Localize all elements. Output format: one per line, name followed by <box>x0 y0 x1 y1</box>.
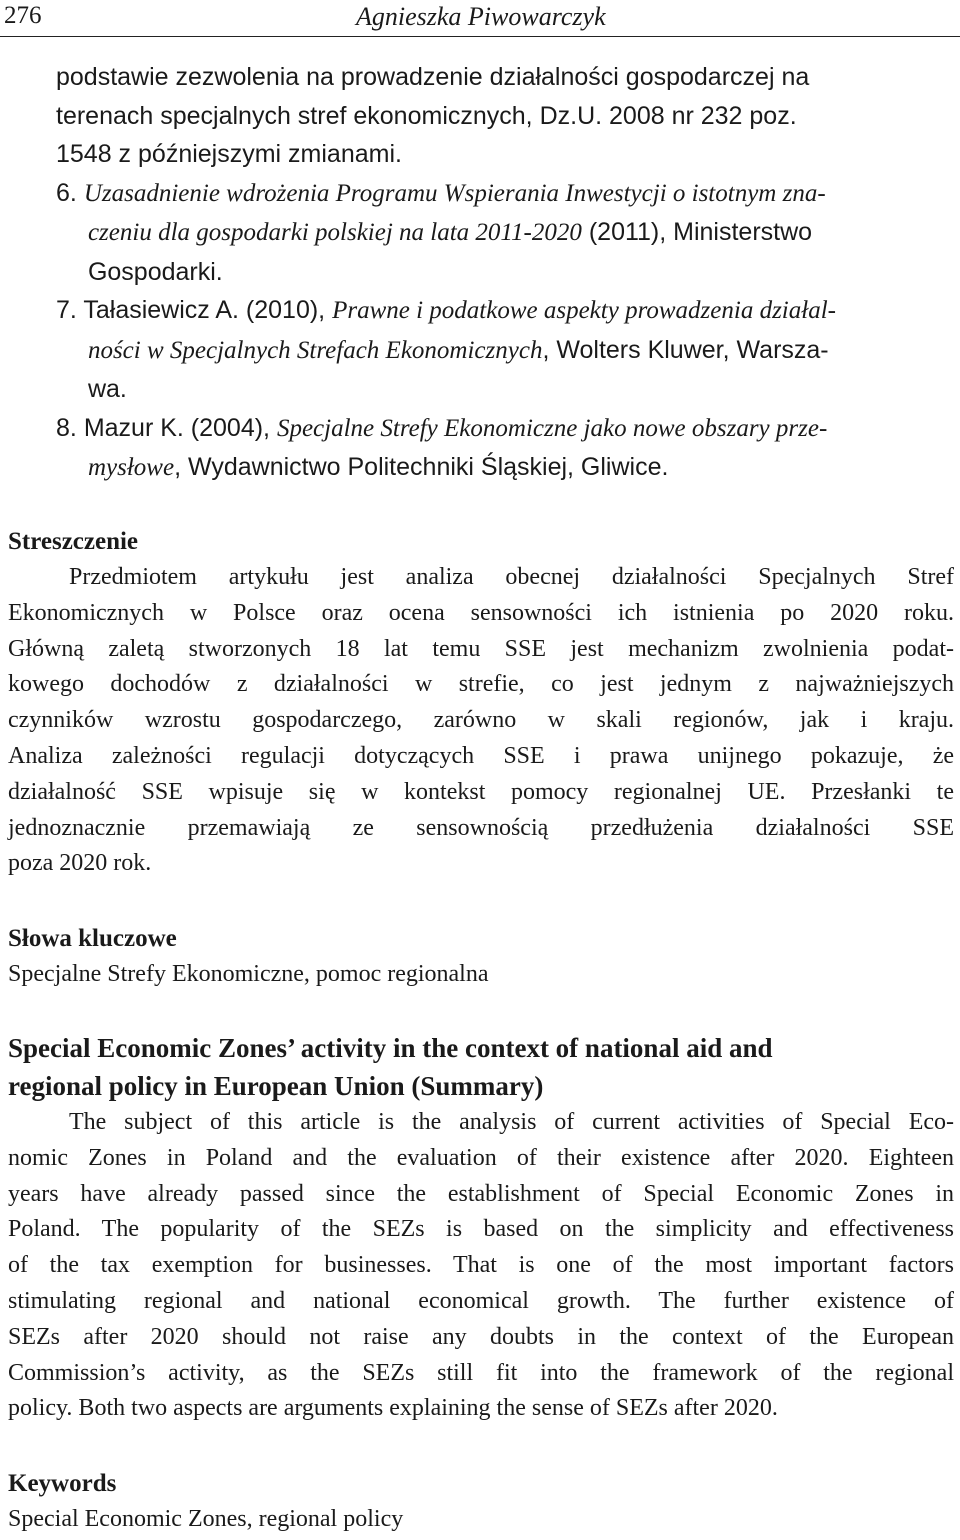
paragraph-line: jednoznacznie przemawiają ze sensownością przedłużenia działalności SSE <box>8 814 954 841</box>
slowa-kluczowe-text: Specjalne Strefy Ekonomiczne, pomoc regionalna <box>8 961 489 987</box>
reference-number: 7. <box>56 296 77 324</box>
reference-title: Prawne i podatkowe aspekty prowadzenia działal- <box>332 297 836 324</box>
paragraph-line: stimulating regional and national economical growth. The further existence of <box>8 1287 954 1314</box>
paragraph-line: The subject of this article is the analysis of current activities of Special Eco- <box>69 1109 954 1135</box>
reference-author: Tałasiewicz A. (2010), <box>83 296 333 324</box>
streszczenie-section <box>8 524 954 882</box>
paragraph-line: of the tax exemption for businesses. That is one of the most important factors <box>8 1252 954 1279</box>
reference-author: Mazur K. (2004), <box>83 413 277 442</box>
reference-title: czeniu dla gospodarki polskiej na lata 2011-2020 <box>87 219 582 246</box>
summary-paragraph <box>8 1105 954 1427</box>
reference-number: 6. <box>56 178 77 207</box>
paragraph-line: czynników wzrostu gospodarczego, zarówno w skali regionów, jak i kraju. <box>8 707 954 734</box>
streszczenie-heading: Streszczenie <box>8 528 139 555</box>
reference-line: 1548 z późniejszymi zmianami. <box>56 140 402 168</box>
paragraph-line: Poland. The popularity of the SEZs is based on the simplicity and effectiveness <box>8 1216 954 1243</box>
paragraph-line: Przedmiotem artykułu jest analiza obecnej działalności Specjalnych Stref <box>69 564 954 590</box>
reference-title: ności w Specjalnych Strefach Ekonomicznych <box>87 336 543 364</box>
reference-title: Uzasadnienie wdrożenia Programu Wspierania Inwestycji o istotnym zna- <box>83 179 826 207</box>
paragraph-line: Główną zaletą stworzonych 18 lat temu SSE jest mechanizm zwolnienia podat- <box>8 635 954 662</box>
summary-title-line: Special Economic Zones’ activity in the context of national aid and <box>8 1033 773 1063</box>
summary-title-line: regional policy in European Union (Summary) <box>8 1071 544 1101</box>
reference-title: Specjalne Strefy Ekonomiczne jako nowe obszary prze- <box>276 414 828 442</box>
keywords-text: Special Economic Zones, regional policy <box>8 1506 404 1532</box>
running-head-author: Agnieszka Piwowarczyk <box>356 2 606 31</box>
reference-details: , Wydawnictwo Politechniki Śląskiej, Gliwice. <box>174 453 669 481</box>
reference-details: , Wolters Kluwer, Warsza- <box>542 335 829 364</box>
reference-8 <box>56 409 936 488</box>
reference-list <box>56 58 936 488</box>
paragraph-line: SEZs after 2020 should not raise any doubts in the context of the European <box>8 1323 954 1350</box>
paragraph-line: poza 2020 rok. <box>8 850 152 877</box>
keywords-heading: Keywords <box>8 1470 117 1497</box>
paragraph-line: Ekonomicznych w Polsce oraz ocena sensowności ich istnienia po 2020 roku. <box>8 599 954 626</box>
reference-line: terenach specjalnych stref ekonomicznych, Dz.U. 2008 nr 232 poz. <box>56 101 797 130</box>
reference-details: Gospodarki. <box>87 257 223 286</box>
page-number: 276 <box>4 2 42 29</box>
reference-line: podstawie zezwolenia na prowadzenie działalności gospodarczej na <box>56 63 810 91</box>
reference-7 <box>56 291 936 409</box>
reference-title: mysłowe <box>87 454 175 481</box>
paragraph-line: Commission’s activity, as the SEZs still fit into the framework of the regional <box>8 1359 954 1386</box>
slowa-kluczowe-section <box>8 921 954 993</box>
keywords-section <box>8 1466 954 1538</box>
reference-6 <box>56 174 936 292</box>
summary-title <box>8 1029 954 1105</box>
paragraph-line: years have already passed since the establishment of Special Economic Zones in <box>8 1180 954 1207</box>
paragraph-line: policy. Both two aspects are arguments explaining the sense of SEZs after 2020. <box>8 1395 778 1422</box>
paragraph-line: Analiza zależności regulacji dotyczących SSE i prawa unijnego pokazuje, że <box>8 742 954 769</box>
streszczenie-paragraph <box>8 560 954 882</box>
reference-5-continuation <box>56 58 936 174</box>
summary-section <box>8 1029 954 1427</box>
slowa-kluczowe-heading: Słowa kluczowe <box>8 925 177 952</box>
paragraph-line: nomic Zones in Poland and the evaluation of their existence after 2020. Eighteen <box>8 1144 954 1171</box>
reference-number: 8. <box>56 413 77 442</box>
page-header <box>0 0 960 37</box>
paragraph-line: kowego dochodów z działalności w strefie, co jest jednym z najważniejszych <box>8 671 954 698</box>
paragraph-line: działalność SSE wpisuje się w kontekst pomocy regionalnej UE. Przesłanki te <box>8 778 954 805</box>
reference-details: wa. <box>87 375 127 403</box>
reference-details: (2011), Ministerstwo <box>581 218 813 246</box>
